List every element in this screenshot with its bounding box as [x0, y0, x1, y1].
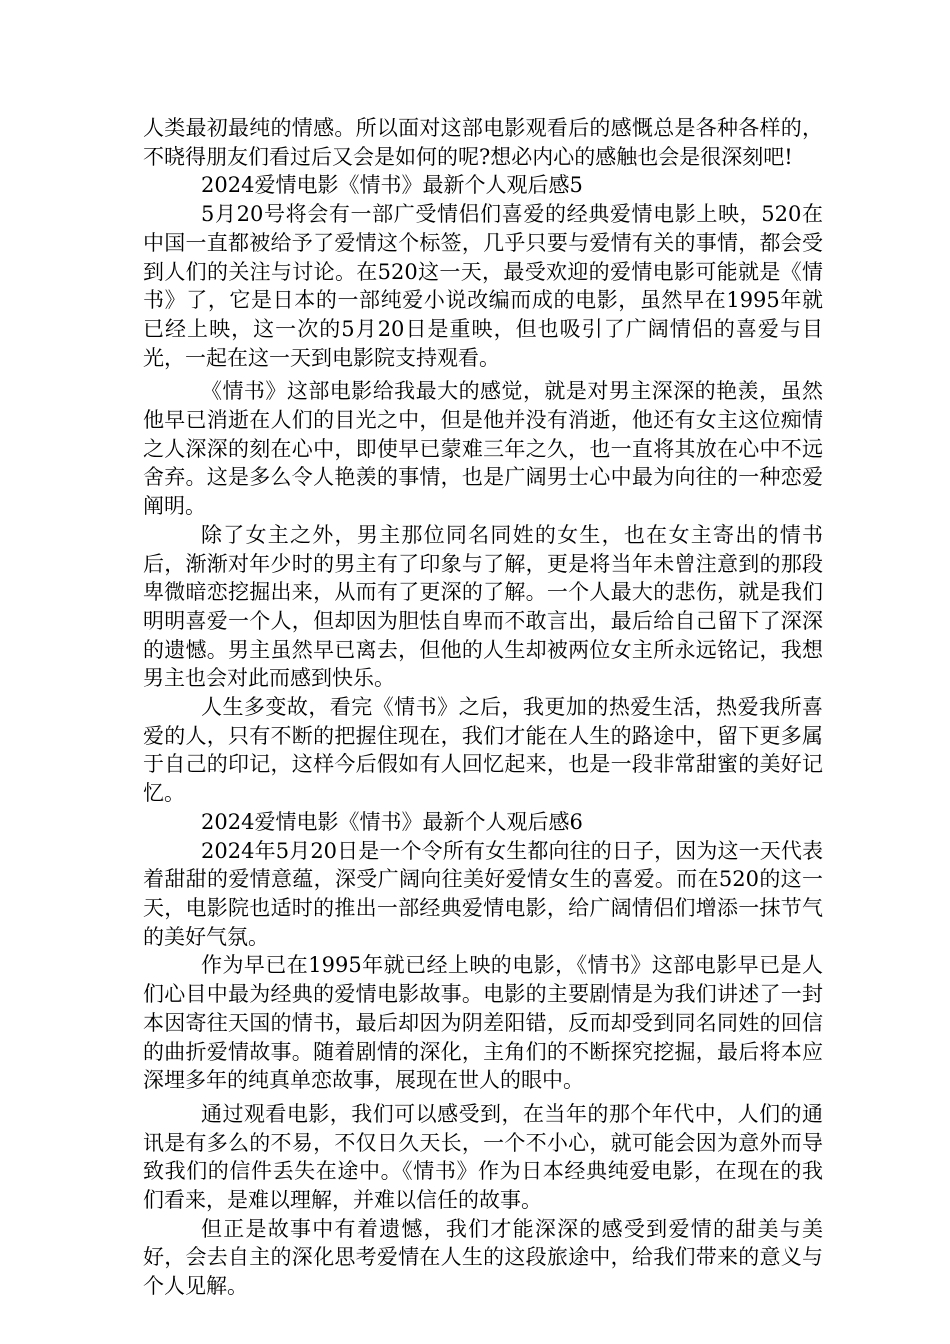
document-page [143, 114, 823, 1301]
paragraph: 除了女主之外，男主那位同名同姓的女生，也在女主寄出的情书后，渐渐对年少时的男主有了印象与了解，更是将当年未曾注意到的那段卑微暗恋挖掘出来，从而有了更深的了解。一个人最大的悲伤，就是我们明明喜爱一个人，但却因为胆怯自卑而不敢言出，最后给自己留下了深深的遗憾。男主虽然早已离去，但他的人生却被两位女主所永远铭记，我想男主也会对此而感到快乐。 [143, 522, 823, 691]
section-heading-5: 2024爱情电影《情书》最新个人观后感5 [201, 173, 583, 198]
paragraph: 通过观看电影，我们可以感受到，在当年的那个年代中，人们的通讯是有多么的不易，不仅日久天长，一个不小心，就可能会因为意外而导致我们的信件丢失在途中。《情书》作为日本经典纯爱电影，在现在的我们看来，是难以理解，并难以信任的故事。 [143, 1101, 823, 1213]
paragraph: 人生多变故，看完《情书》之后，我更加的热爱生活，热爱我所喜爱的人，只有不断的把握住现在，我们才能在人生的路途中，留下更多属于自己的印记，这样今后假如有人回忆起来，也是一段非常甜蜜的美好记忆。 [143, 695, 823, 806]
paragraph-continued: 人类最初最纯的情感。所以面对这部电影观看后的感慨总是各种各样的，不晓得朋友们看过后又会是如何的呢?想必内心的感触也会是很深刻吧! [143, 116, 823, 169]
paragraph: 作为早已在1995年就已经上映的电影，《情书》这部电影早已是人们心目中最为经典的爱情电影故事。电影的主要剧情是为我们讲述了一封本因寄往天国的情书，最后却因为阴差阳错，反而却受到同名同姓的回信的曲折爱情故事。随着剧情的深化，主角们的不断探究挖掘，最后将本应深埋多年的纯真单恋故事，展现在世人的眼中。 [143, 953, 823, 1093]
paragraph: 但正是故事中有着遗憾，我们才能深深的感受到爱情的甜美与美好，会去自主的深化思考爱情在人生的这段旅途中，给我们带来的意义与个人见解。 [143, 1216, 823, 1299]
paragraph: 《情书》这部电影给我最大的感觉，就是对男主深深的艳羡，虽然他早已消逝在人们的目光之中，但是他并没有消逝，他还有女主这位痴情之人深深的刻在心中，即使早已蒙难三年之久，也一直将其放在心中不远舍弃。这是多么令人艳羡的事情，也是广阔男士心中最为向往的一种恋爱阐明。 [143, 379, 823, 519]
paragraph: 2024年5月20日是一个令所有女生都向往的日子，因为这一天代表着甜甜的爱情意蕴，深受广阔向往美好爱情女生的喜爱。而在520的这一天，电影院也适时的推出一部经典爱情电影，给广阔情侣们增添一抹节气的美好气氛。 [143, 838, 823, 949]
section-heading-6: 2024爱情电影《情书》最新个人观后感6 [201, 809, 583, 834]
paragraph: 5月20号将会有一部广受情侣们喜爱的经典爱情电影上映，520在中国一直都被给予了爱情这个标签，几乎只要与爱情有关的事情，都会受到人们的关注与讨论。在520这一天，最受欢迎的爱情电影可能就是《情书》了，它是日本的一部纯爱小说改编而成的电影，虽然早在1995年就已经上映，这一次的5月20日是重映，但也吸引了广阔情侣的喜爱与目光，一起在这一天到电影院支持观看。 [143, 202, 823, 370]
